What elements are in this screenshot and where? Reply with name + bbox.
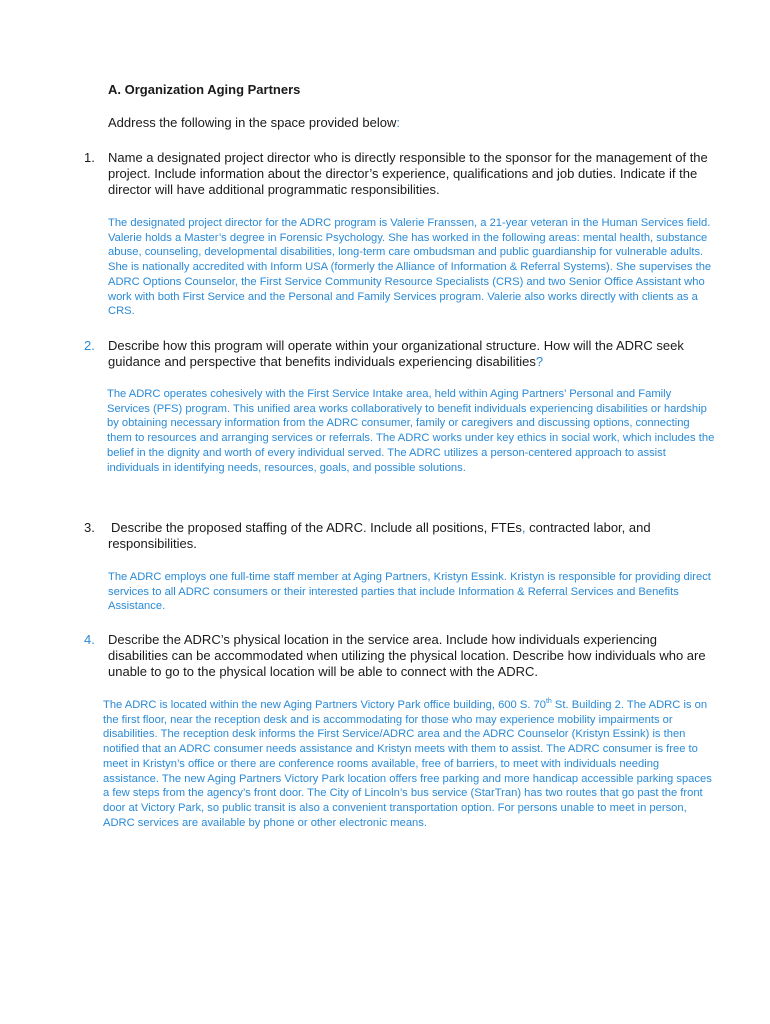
- section-intro: [108, 115, 400, 130]
- answer-4-text-b: St. Building 2. The ADRC is on the first floor, near the reception desk and is accommodating for those who may experience mobility impairments or disabilities. The reception desk informs the First Service/ADRC area and the ADRC Counselor (Kristyn Essink) is then notified that an ADRC consumer needs assistance and Kristyn meets with them to assist. The ADRC consumer is free to meet in Kristyn’s office or there are conference rooms available, free of barriers, to meet with individuals needing assistance. The new Aging Partners Victory Park location offers free parking and more handicap accessible parking spaces a few steps from the agency’s front door. The City of Lincoln’s bus service (StarTran) has two routes that go past the front door at Victory Park, so public transit is also a convenient transportation option. For persons unable to meet in person, ADRC services are available by phone or other electronic means.: [103, 699, 712, 829]
- question-3-number: 3.: [84, 520, 95, 535]
- question-3-text-b: contracted labor, and responsibilities.: [108, 520, 651, 551]
- answer-2-text: The ADRC operates cohesively with the First Service Intake area, held within Aging Partners’ Personal and Family Services (PFS) program. This unified area works collaboratively to benefit individuals experiencing disabilities or hardship by obtaining necessary information from the ADRC consumer, family or caregivers and discussing options, connecting them to resources and arranging services or referrals. The ADRC works under key ethics in social work, which includes the belief in the dignity and worth of every individual served. The ADRC utilizes a person-centered approach to assist individuals in identifying needs, resources, goals, and possible solutions.: [107, 388, 715, 474]
- question-3-text: [108, 520, 714, 552]
- question-4-text: Describe the ADRC’s physical location in the service area. Include how individuals experiencing disabilities can be accommodated when utilizing the physical location. Describe how individuals who are unable to go to the physical location will be able to connect with the ADRC.: [108, 632, 706, 679]
- question-2-text: [108, 338, 714, 370]
- answer-1-text: The designated project director for the ADRC program is Valerie Franssen, a 21-year veteran in the Human Services field. Valerie holds a Master’s degree in Forensic Psychology. She has worked in the following areas: mental health, substance abuse, counseling, developmental disabilities, long-term care ombudsman and public guardianship for vulnerable adults. She is nationally accredited with Inform USA (formerly the Alliance of Information & Referral Systems). She supervises the ADRC Options Counselor, the First Service Community Resource Specialists (CRS) and two Senior Office Assistant who work with both First Service and the Personal and Family Services program. Valerie also works directly with clients as a CRS.: [108, 217, 712, 318]
- question-2-number: 2.: [84, 338, 95, 353]
- question-3-text-a: Describe the proposed staffing of the ADRC. Include all positions, FTEs: [111, 520, 522, 535]
- answer-3-text: The ADRC employs one full-time staff member at Aging Partners, Kristyn Essink. Kristyn is responsible for providing direct services to all ADRC consumers or their interested parties that include Information & Referral Services and Benefits Assistance.: [108, 571, 711, 613]
- question-3-comma: ,: [521, 520, 526, 535]
- question-4-number: 4.: [84, 632, 95, 647]
- section-heading: A. Organization Aging Partners: [108, 82, 301, 97]
- answer-4-text-a: The ADRC is located within the new Aging Partners Victory Park office building, 600 S. 70: [103, 699, 546, 711]
- intro-colon: :: [396, 115, 400, 130]
- intro-text: Address the following in the space provided below: [108, 115, 397, 130]
- answer-4-text: [103, 698, 713, 830]
- question-1-number: 1.: [84, 150, 95, 165]
- question-2-text-end: ?: [535, 354, 544, 369]
- answer-4-superscript: th: [545, 698, 552, 705]
- question-2-text-main: Describe how this program will operate within your organizational structure. How will the ADRC seek guidance and perspective that benefits individuals experiencing disabilities: [108, 338, 684, 369]
- question-1-text: Name a designated project director who is directly responsible to the sponsor for the management of the project. Include information about the director’s experience, qualifications and job duties. Indicate if the director will have additional programmatic responsibilities.: [108, 150, 708, 197]
